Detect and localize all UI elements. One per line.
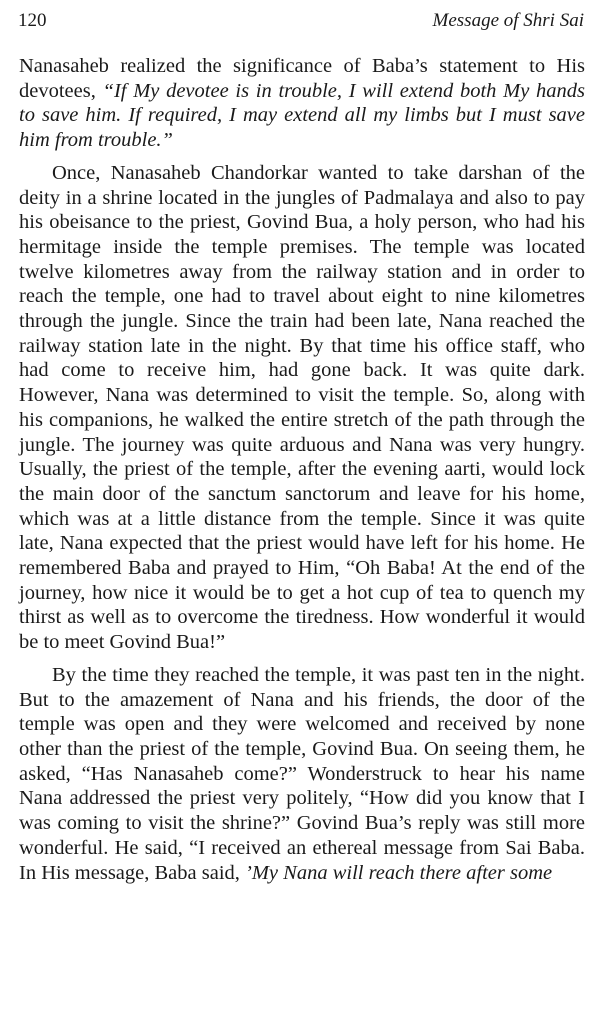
running-title: Message of Shri Sai — [432, 10, 584, 31]
baba-quote: “If My devotee is in trouble, I will extend both My hands to save him. If required, I may extend all my limbs but I must save him from trouble.” — [19, 79, 585, 152]
baba-message-quote: ’My Nana will reach there after some — [245, 861, 553, 884]
page-header — [18, 10, 584, 40]
paragraph-1-text: Nanasaheb realized the significance of Baba’s statement to His devotees, — [19, 55, 585, 102]
paragraph-1 — [19, 54, 585, 153]
page-number: 120 — [18, 10, 47, 31]
paragraph-2: Once, Nanasaheb Chandorkar wanted to take darshan of the deity in a shrine located in the jungles of Padmalaya and also to pay his obeisance to the priest, Govind Bua, a holy person, who had his hermitage inside the temple premises. The temple was located twelve kilometres away from the railway station and in order to reach the temple, one had to travel about eight to nine kilometres through the jungle. Since the train had been late, Nana reached the railway station late in the night. By that time his office staff, who had come to receive him, had gone back. It was quite dark. However, Nana was determined to visit the temple. So, along with his companions, he walked the entire stretch of the path through the jungle. The journey was quite arduous and Nana was very hungry. Usually, the priest of the temple, after the evening aarti, would lock the main door of the sanctum sanctorum and leave for his home, which was at a little distance from the temple. Since it was quite late, Nana expected that the priest would have left for his home. He remembered Baba and prayed to Him, “Oh Baba! At the end of the journey, how nice it would be to get a hot cup of tea to quench my thirst as well as to overcome the tiredness. How wonderful it would be to meet Govind Bua!” — [19, 161, 585, 654]
body-text — [19, 54, 585, 885]
paragraph-3-text: By the time they reached the temple, it was past ten in the night. But to the amazement of Nana and his friends, the door of the temple was open and they were welcomed and received by none other than the priest of the temple, Govind Bua. On seeing them, he asked, “Has Nanasaheb come?” Wonderstruck to hear his name Nana addressed the priest very politely, “How did you know that I was coming to visit the shrine?” Govind Bua’s reply was still more wonderful. He said, “I received an ethereal message from Sai Baba. In His message, Baba said, — [19, 663, 585, 884]
paragraph-3 — [19, 663, 585, 885]
